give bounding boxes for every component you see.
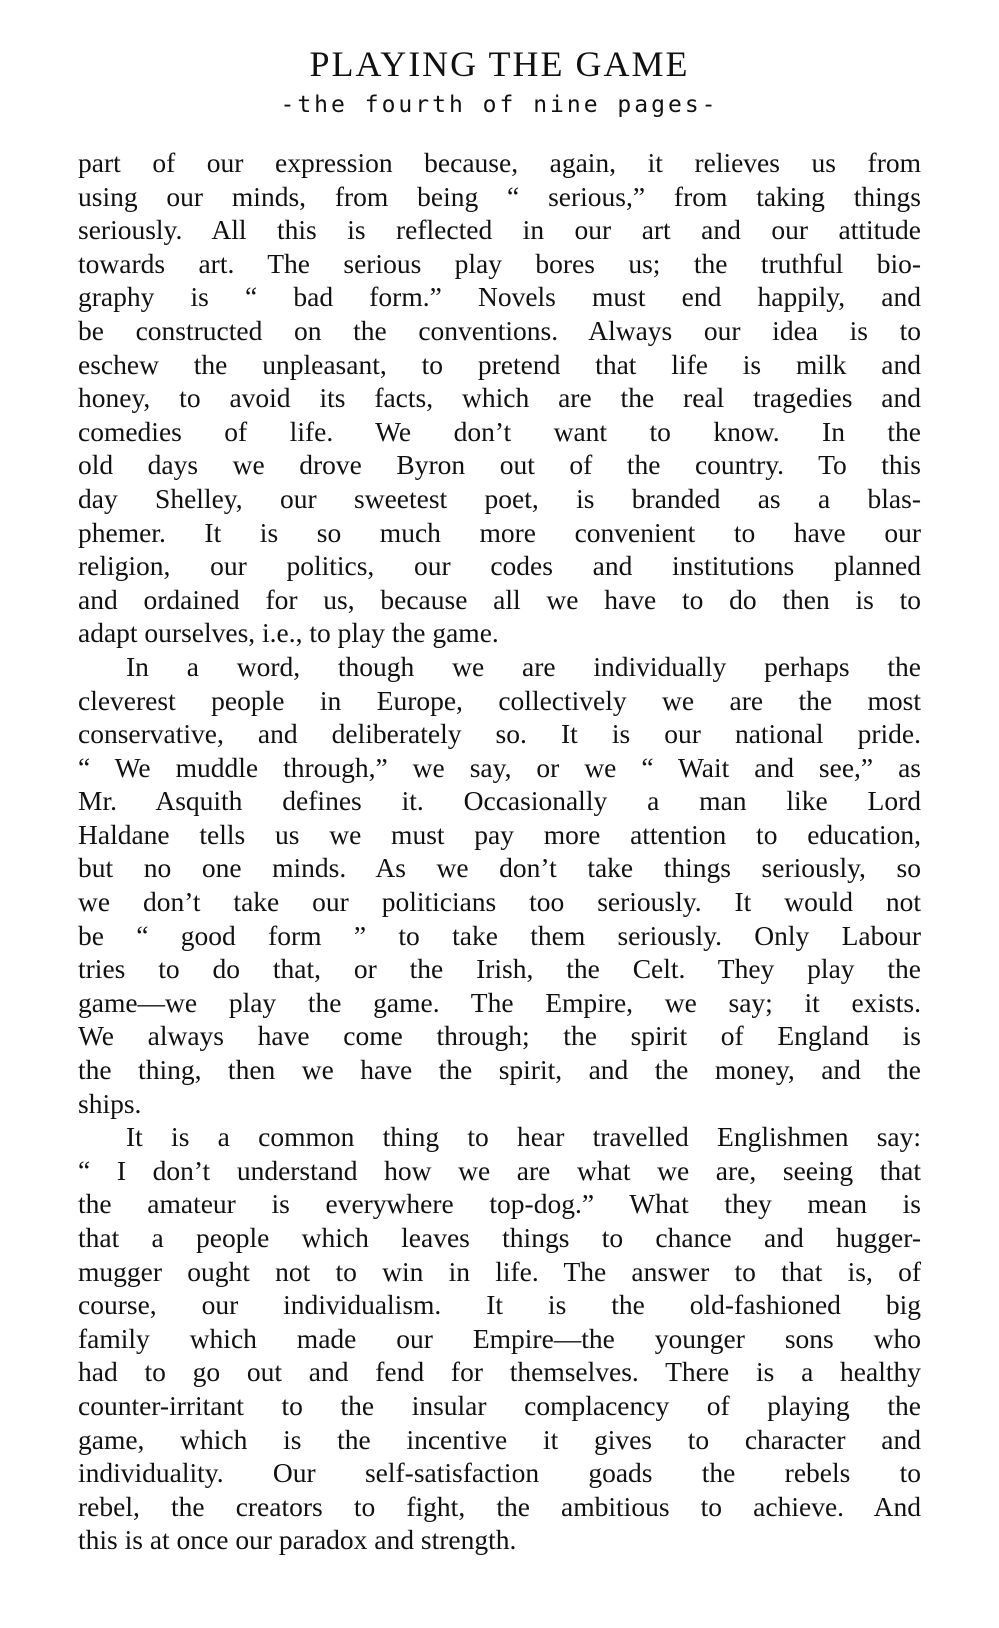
text-line: ships.	[78, 1087, 142, 1119]
text-line: had to go out and fend for themselves. There is a healthy	[78, 1356, 921, 1388]
text-line: mugger ought not to win in life. The answer to that is, of	[78, 1255, 921, 1287]
text-line: this is at once our paradox and strength.	[78, 1524, 517, 1556]
text-line: family which made our Empire—the younger sons who	[78, 1322, 921, 1354]
text-line: cleverest people in Europe, collectively we are the most	[78, 684, 921, 716]
text-line: be constructed on the conventions. Always our idea is to	[78, 314, 921, 346]
text-line: conservative, and deliberately so. It is our national pride.	[78, 718, 921, 750]
text-line: day Shelley, our sweetest poet, is branded as a blas-	[78, 482, 921, 514]
text-line: seriously. All this is reflected in our art and our attitude	[78, 214, 921, 246]
text-line: We always have come through; the spirit of England is	[78, 1020, 921, 1052]
text-line: we don’t take our politicians too seriously. It would not	[78, 886, 921, 918]
text-line: eschew the unpleasant, to pretend that life is milk and	[78, 348, 921, 380]
text-line: course, our individualism. It is the old-fashioned big	[78, 1289, 921, 1321]
text-line: It is a common thing to hear travelled Englishmen say:	[126, 1121, 921, 1153]
text-line: counter-irritant to the insular complacency of playing the	[78, 1389, 921, 1421]
body-text	[78, 146, 921, 1557]
text-line: “ I don’t understand how we are what we are, seeing that	[78, 1154, 921, 1186]
text-line: game, which is the incentive it gives to character and	[78, 1423, 921, 1455]
text-line: honey, to avoid its facts, which are the real tragedies and	[78, 382, 921, 414]
text-line: that a people which leaves things to chance and hugger-	[78, 1222, 921, 1253]
text-line: but no one minds. As we don’t take things seriously, so	[78, 852, 921, 884]
text-line: religion, our politics, our codes and institutions planned	[78, 550, 921, 582]
text-line: comedies of life. We don’t want to know. In the	[78, 415, 921, 447]
text-line: phemer. It is so much more convenient to have our	[78, 516, 921, 548]
text-line: In a word, though we are individually perhaps the	[126, 650, 921, 682]
page-title: PLAYING THE GAME	[309, 44, 690, 84]
text-line: graphy is “ bad form.” Novels must end happily, and	[78, 281, 921, 313]
text-line: the amateur is everywhere top-dog.” What they mean is	[78, 1188, 921, 1220]
text-line: and ordained for us, because all we have to do then is to	[78, 583, 921, 615]
text-line: old days we drove Byron out of the country. To this	[78, 449, 921, 481]
text-line: part of our expression because, again, it relieves us from	[78, 147, 921, 178]
text-line: game—we play the game. The Empire, we say; it exists.	[78, 986, 921, 1018]
text-line: towards art. The serious play bores us; the truthful bio-	[78, 247, 921, 279]
text-line: Haldane tells us we must pay more attention to education,	[78, 818, 921, 850]
text-line: tries to do that, or the Irish, the Celt. They play the	[78, 953, 921, 985]
text-line: using our minds, from being “ serious,” from taking things	[78, 180, 921, 212]
text-line: be “ good form ” to take them seriously. Only Labour	[78, 919, 921, 951]
text-line: individuality. Our self-satisfaction goads the rebels to	[78, 1457, 921, 1489]
page-subtitle: -the fourth of nine pages-	[280, 92, 719, 118]
text-line: the thing, then we have the spirit, and the money, and the	[78, 1054, 921, 1086]
text-line: rebel, the creators to fight, the ambitious to achieve. And	[78, 1490, 921, 1522]
text-line: Mr. Asquith defines it. Occasionally a man like Lord	[78, 785, 921, 817]
text-line: adapt ourselves, i.e., to play the game.	[78, 617, 499, 649]
text-line: “ We muddle through,” we say, or we “ Wait and see,” as	[78, 751, 921, 783]
